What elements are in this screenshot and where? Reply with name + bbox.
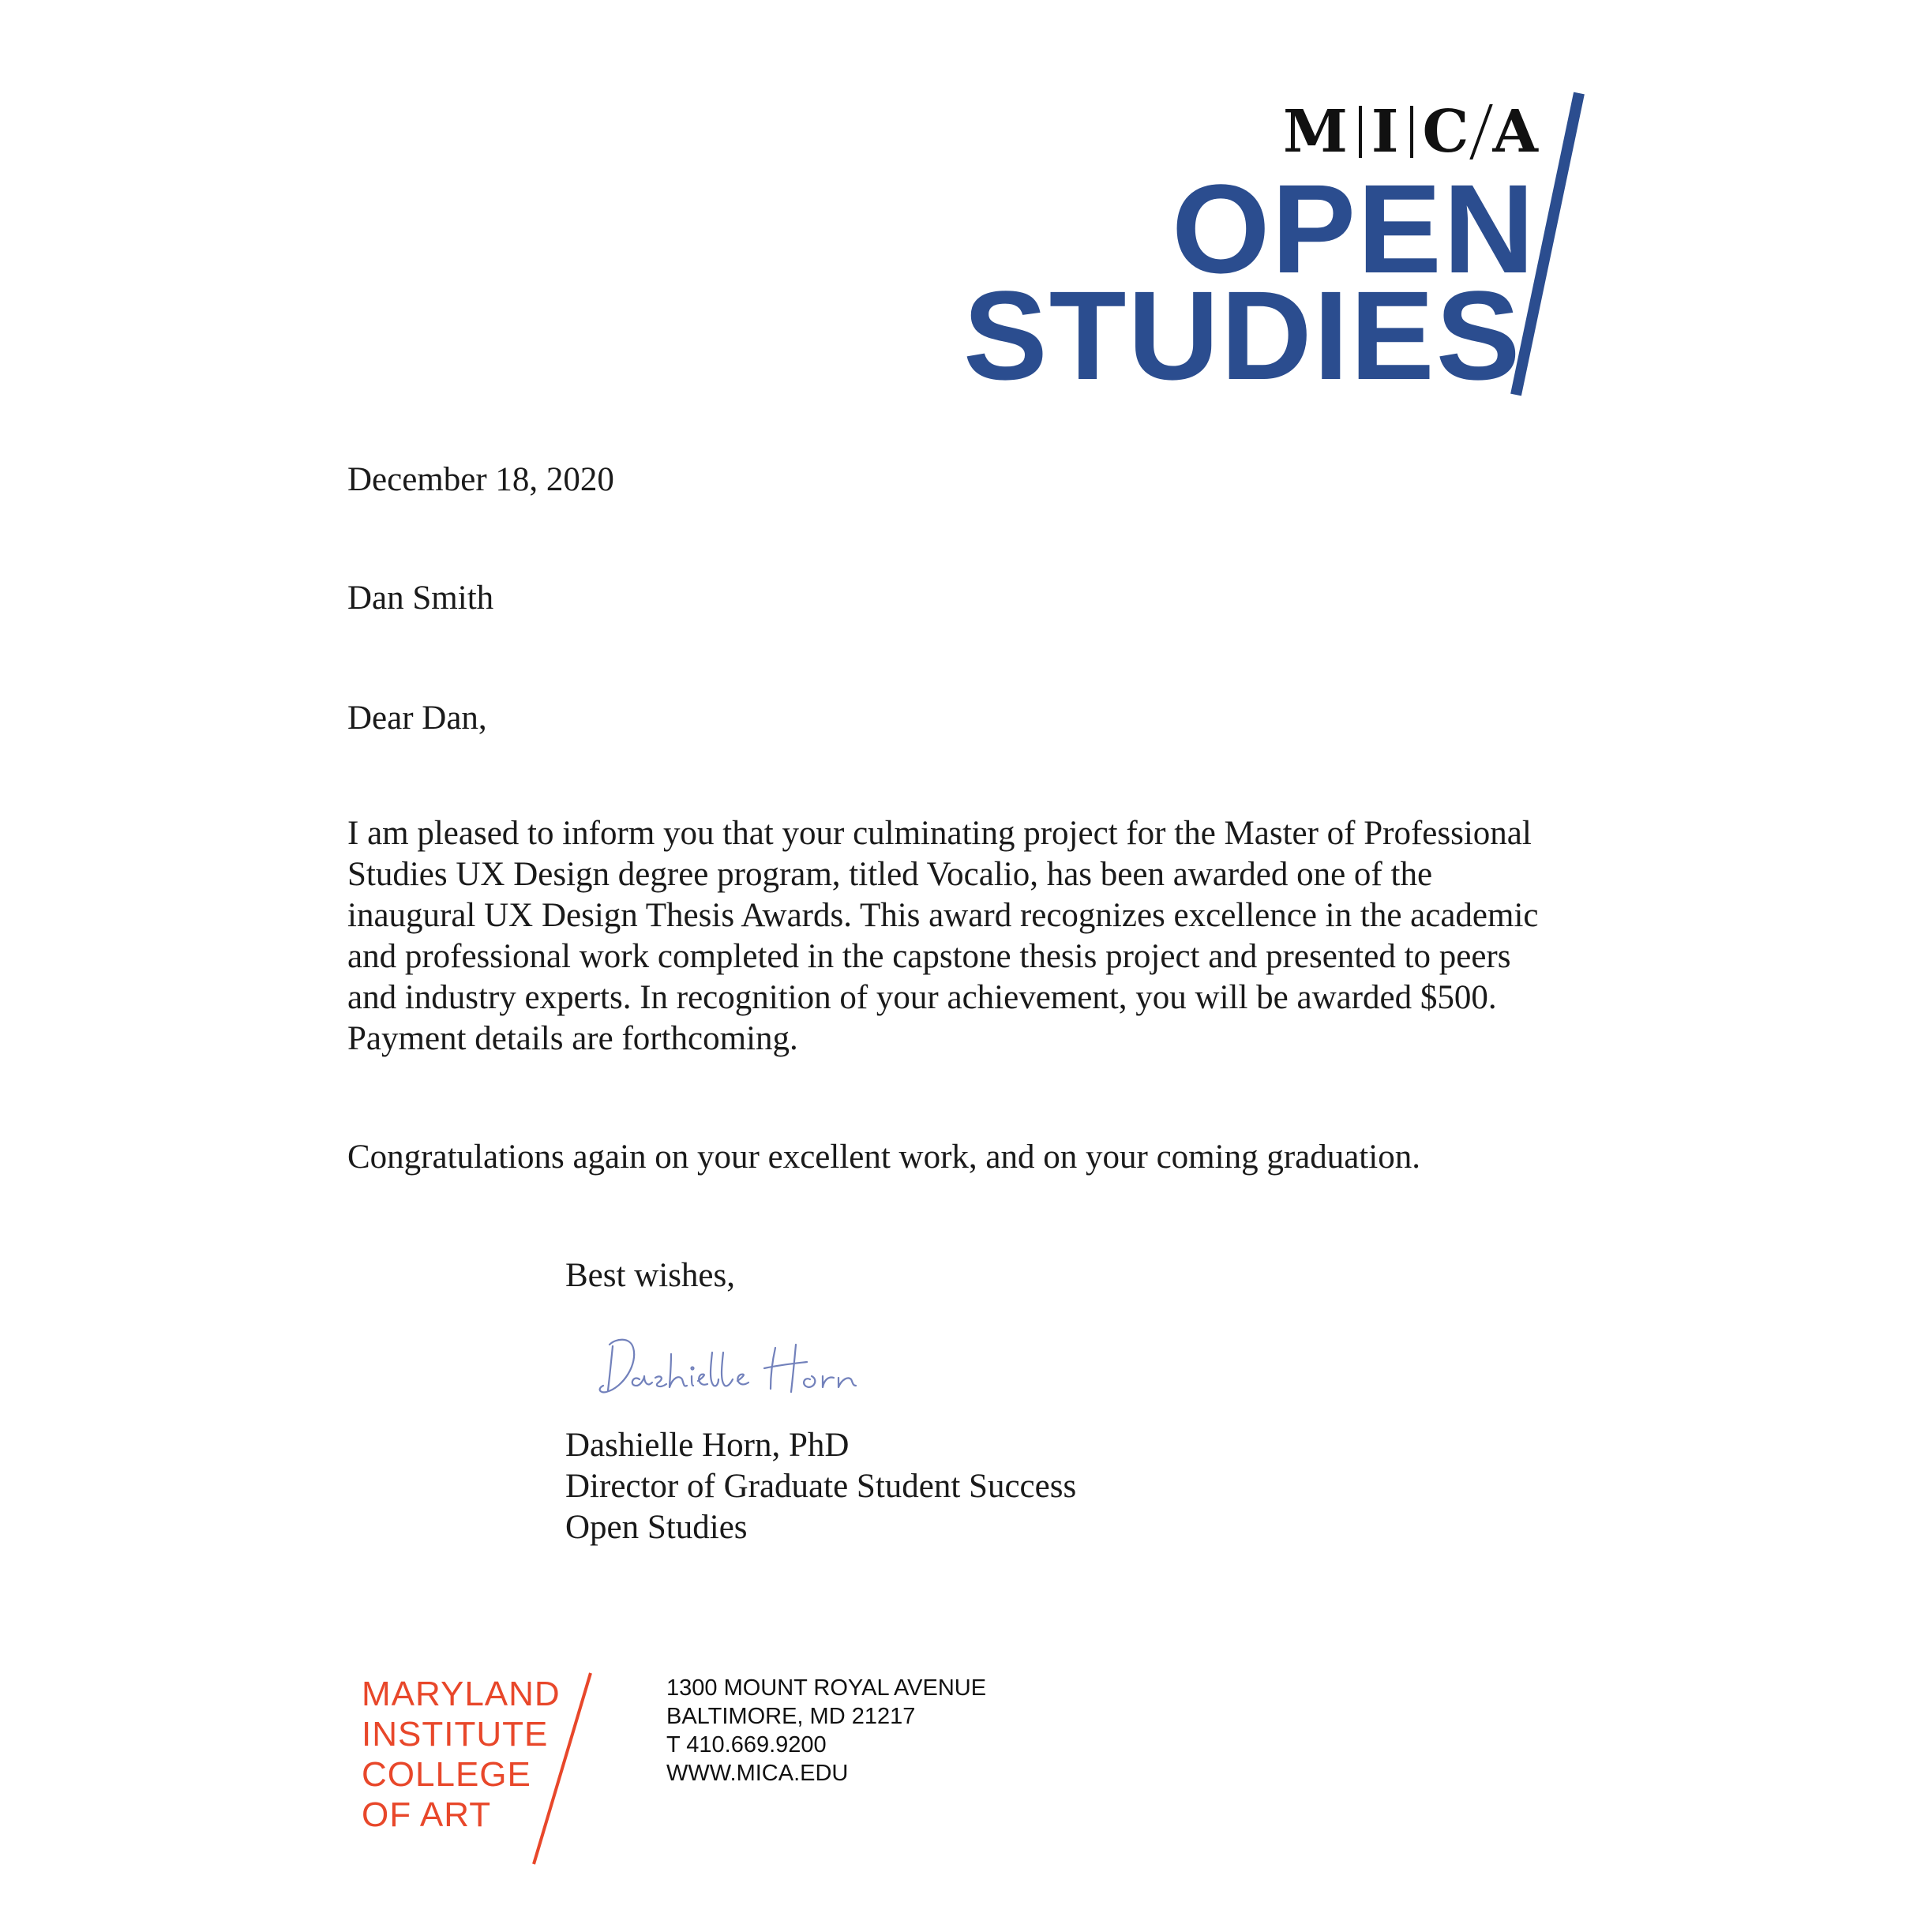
body-line: inaugural UX Design Thesis Awards. This award recognizes excellence in the academic	[347, 897, 1539, 934]
letter-greeting: Dear Dan,	[347, 700, 487, 737]
signer-name: Dashielle Horn, PhD	[565, 1427, 850, 1464]
mica-letter-c: C	[1422, 98, 1471, 166]
mica-divider	[1359, 106, 1362, 158]
institution-line: INSTITUTE	[362, 1715, 549, 1754]
signer-organization: Open Studies	[565, 1509, 748, 1546]
footer-address	[666, 1674, 986, 1788]
body-line: Payment details are forthcoming.	[347, 1020, 798, 1057]
open-studies-logo	[932, 87, 1642, 418]
brand-line-studies: STUDIES	[963, 264, 1522, 406]
address-city: BALTIMORE, MD 21217	[666, 1704, 916, 1729]
letter-body-paragraph	[347, 813, 1611, 1060]
address-street: 1300 MOUNT ROYAL AVENUE	[666, 1675, 987, 1701]
logo-slash-icon	[1500, 87, 1595, 403]
address-website: WWW.MICA.EDU	[666, 1761, 849, 1786]
letter-date: December 18, 2020	[347, 461, 614, 498]
letter-closing: Congratulations again on your excellent work, and on your coming graduation.	[347, 1139, 1420, 1176]
mica-letter-i: I	[1371, 98, 1401, 166]
mica-divider	[1410, 106, 1413, 158]
body-line: I am pleased to inform you that your culminating project for the Master of Professional	[347, 815, 1532, 852]
signer-block	[565, 1425, 1076, 1548]
sign-off: Best wishes,	[565, 1257, 735, 1294]
institution-line: OF ART	[362, 1795, 492, 1834]
handwritten-signature	[592, 1330, 924, 1417]
footer-slash-icon	[521, 1670, 600, 1867]
institution-line: COLLEGE	[362, 1755, 531, 1794]
signer-title: Director of Graduate Student Success	[565, 1468, 1077, 1505]
institution-line: MARYLAND	[362, 1675, 561, 1713]
address-phone: T 410.669.9200	[666, 1732, 827, 1758]
body-line: and professional work completed in the capstone thesis project and presented to peers	[347, 938, 1511, 975]
mica-letter-a: A	[1492, 98, 1540, 166]
letter-recipient: Dan Smith	[347, 580, 494, 617]
body-line: and industry experts. In recognition of your achievement, you will be awarded $500.	[347, 979, 1497, 1016]
brand-line-open: OPEN	[1172, 158, 1536, 299]
body-line: Studies UX Design degree program, titled Vocalio, has been awarded one of the	[347, 856, 1433, 893]
mica-letter-m: M	[1283, 98, 1349, 166]
mica-slash-divider	[1470, 104, 1493, 159]
